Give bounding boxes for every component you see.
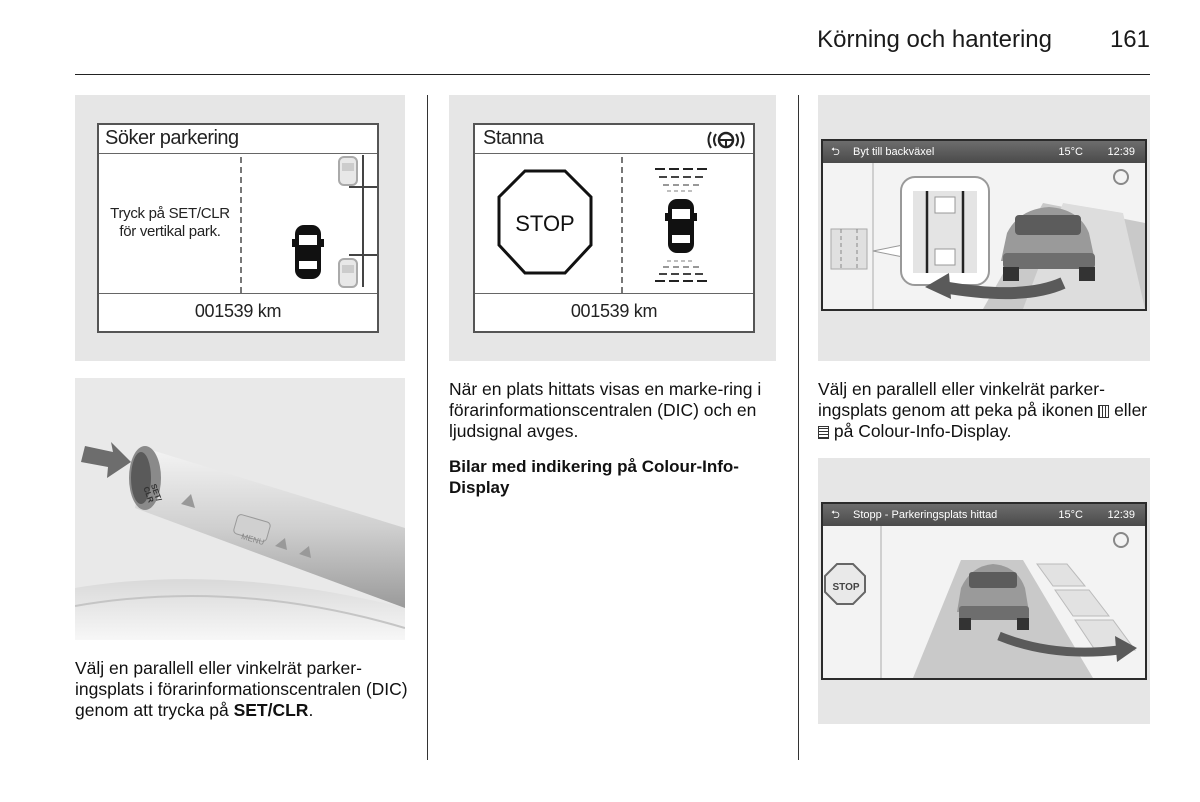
dic-divider [240,157,242,293]
cid-temperature: 15°C [1058,146,1083,158]
colour-info-subheading: Bilar med indikering på Colour-Info-Display [449,457,739,497]
parking-slot-graphic [245,155,379,295]
cid-display-stop [821,502,1147,680]
cid-select-paragraph: Välj en parallell eller vinkelrät parker-ingsplats genom att peka på ikonen eller på Colour-Info-Display. [818,379,1148,441]
cid-clock: 12:39 [1107,146,1135,158]
cid-clock: 12:39 [1107,509,1135,521]
dic-display-searching [97,123,379,333]
dic-title: Stanna [483,127,544,149]
dic-display-stop [473,123,755,333]
dic-message-line1: Tryck på SET/CLR [110,205,230,222]
set-clr-label: SET/ CLR [141,482,164,504]
cid-stop-figure [818,458,1150,724]
dic-title-rule [475,153,753,154]
caption-set-clr: Välj en parallell eller vinkelrät parker-ingsplats i förarinformationscentralen (DIC) genom att trycka på SET/CLR. [75,658,408,720]
dic-stop-figure [449,95,776,361]
dic-odometer: 001539 km [570,301,658,321]
spot-found-paragraph: När en plats hittats visas en marke-ring i förarinformationscentralen (DIC) och en ljudsignal avges. [449,379,762,441]
cid-status-bar [823,141,1145,163]
dic-footer-rule [475,293,753,294]
column-divider-2 [798,95,799,760]
dic-message [103,205,237,241]
reverse-parking-illustration [823,163,1145,309]
perpendicular-parking-icon [818,426,829,439]
cid-temperature: 15°C [1058,509,1083,521]
set-clr-bold: SET/CLR [233,700,309,720]
dic-title: Söker parkering [105,127,239,149]
dic-divider [621,157,623,293]
turn-signal-stalk-illustration [75,378,405,640]
column-divider-1 [427,95,428,760]
park-assist-icon [705,129,747,151]
back-arrow-icon[interactable]: ⮌ [831,146,840,158]
back-arrow-icon[interactable]: ⮌ [831,509,840,521]
stop-sign-text: STOP [832,582,860,593]
dic-message-line2: för vertikal park. [119,223,221,240]
header-rule [75,74,1150,75]
cid-status-bar [823,504,1145,526]
menu-label: MENU [240,531,266,548]
proximity-graphic [645,163,717,287]
dic-odometer: 001539 km [194,301,282,321]
parallel-parking-icon [1098,405,1109,418]
stop-sign-text: STOP [515,211,575,236]
cid-screen [823,526,1145,678]
cid-title: Byt till backväxel [853,146,935,158]
dic-search-figure [75,95,405,361]
stop-parking-illustration [823,526,1145,678]
section-title: Körning och hantering [817,26,1052,53]
cid-reverse-figure [818,95,1150,361]
cid-screen [823,163,1145,309]
dic-footer-rule [99,293,377,294]
car-icon [292,225,324,279]
cid-display-reverse [821,139,1147,311]
stalk-photo [75,378,405,640]
page-number: 161 [1109,26,1150,53]
dic-title-rule [99,153,377,154]
cid-title: Stopp - Parkeringsplats hittad [853,509,998,521]
